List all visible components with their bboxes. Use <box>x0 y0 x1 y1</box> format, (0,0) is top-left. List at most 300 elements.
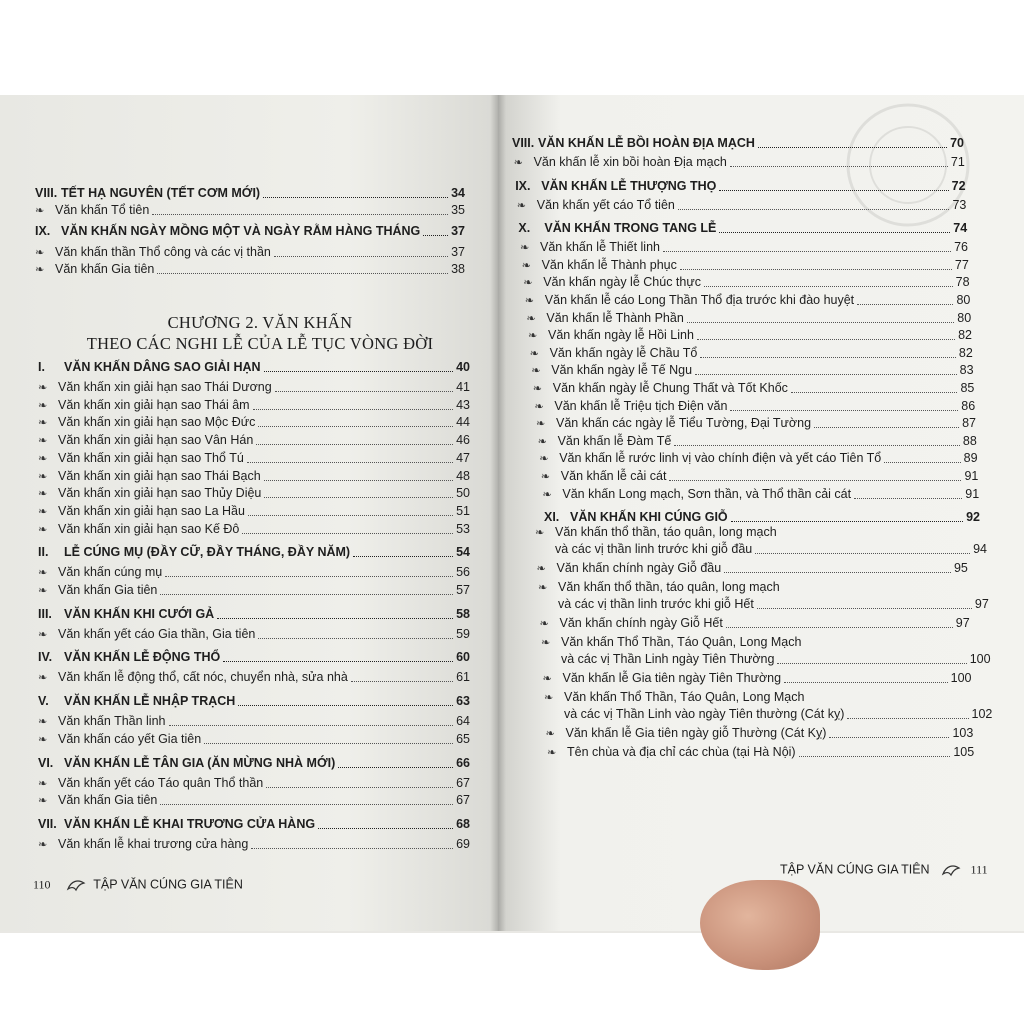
leaf-bullet-icon: ❧ <box>35 204 45 217</box>
dot-leader <box>724 571 951 573</box>
entry-label: Văn khấn ngày lễ Hồi Linh <box>548 328 694 343</box>
entry-text <box>35 186 260 201</box>
entry-text <box>561 652 774 667</box>
toc-entry <box>38 565 470 580</box>
entry-label: TẾT HẠ NGUYÊN (TẾT CƠM MỚI) <box>61 186 261 200</box>
dot-leader <box>829 736 949 738</box>
leaf-bullet-icon: ❧ <box>531 364 541 378</box>
entry-label: Văn khấn lễ rước linh vị vào chính điện và yết cáo Tiên Tổ <box>559 451 882 466</box>
entry-text <box>564 707 844 722</box>
toc-section <box>515 179 965 194</box>
entry-label: Văn khấn cáo yết Gia tiên <box>58 731 202 746</box>
page-ref: 80 <box>957 310 972 325</box>
toc-entry <box>520 240 968 255</box>
dot-leader <box>253 408 454 410</box>
page-ref: 44 <box>456 415 470 430</box>
entry-label: Văn khấn lễ Triệu tịch Điện văn <box>554 398 728 413</box>
entry-text <box>542 487 851 502</box>
entry-label: Văn khấn thổ thần, táo quân, long mạch <box>558 580 780 595</box>
entry-text <box>525 293 854 308</box>
dot-leader <box>777 662 966 664</box>
dot-leader <box>857 303 953 305</box>
entry-label: Văn khấn lễ Thiết linh <box>540 240 660 255</box>
dot-leader <box>275 390 453 392</box>
entry-text <box>540 616 723 631</box>
leaf-bullet-icon: ❧ <box>541 636 551 650</box>
page-ref: 85 <box>960 381 975 395</box>
dot-leader <box>251 847 453 849</box>
toc-entry <box>534 399 975 414</box>
toc-entry <box>514 155 965 170</box>
entry-text <box>38 607 214 622</box>
dragon-emblem-icon <box>66 877 86 893</box>
dot-leader <box>704 285 953 287</box>
entry-label: Văn khấn xin giải hạn sao Mộc Đức <box>58 415 256 430</box>
toc-entry <box>38 714 470 729</box>
page-number: 110 <box>33 877 51 892</box>
page-ref: 66 <box>456 755 470 770</box>
entry-text <box>38 398 250 413</box>
entry-label: Văn khấn lễ cáo Long Thần Thổ địa trước khi đào huyệt <box>544 293 855 307</box>
toc-section <box>38 607 470 622</box>
page-ref: 43 <box>456 397 470 412</box>
entry-label: Văn khấn xin giải hạn sao Thổ Tú <box>58 450 244 465</box>
leaf-bullet-icon: ❧ <box>38 715 48 729</box>
page-ref: 58 <box>456 606 470 621</box>
leaf-bullet-icon: ❧ <box>38 381 48 394</box>
entry-text <box>38 486 261 501</box>
entry-label: Văn khấn ngày lễ Chung Thất và Tốt Khốc <box>552 381 788 395</box>
toc-entry-first-line <box>535 525 777 539</box>
entry-label: VĂN KHẤN LỄ KHAI TRƯƠNG CỬA HÀNG <box>64 816 316 831</box>
page-ref: 102 <box>971 707 993 722</box>
toc-entry <box>38 732 470 747</box>
leaf-bullet-icon: ❧ <box>545 727 555 741</box>
page-ref: 91 <box>964 469 979 483</box>
page-ref: 94 <box>973 542 987 557</box>
page-ref: 51 <box>456 503 470 518</box>
entry-text <box>531 363 692 378</box>
leaf-bullet-icon: ❧ <box>542 487 552 501</box>
page-ref: 53 <box>456 521 470 536</box>
entry-label: VĂN KHẤN LỄ THƯỢNG THỌ <box>541 178 717 193</box>
toc-entry-first-line <box>541 635 801 649</box>
dot-leader <box>784 681 948 683</box>
entry-text <box>38 545 350 560</box>
entry-label: Văn khấn xin giải hạn sao Thái Bạch <box>58 468 261 483</box>
toc-entry <box>38 469 470 484</box>
toc-entry <box>38 670 470 685</box>
toc-entry <box>38 380 470 395</box>
entry-text <box>38 732 201 747</box>
dot-leader <box>731 520 963 522</box>
dot-leader <box>680 268 952 270</box>
page-ref: 97 <box>955 616 970 631</box>
page-ref: 82 <box>958 328 972 343</box>
dot-leader <box>884 461 960 463</box>
entry-text <box>546 726 827 741</box>
dot-leader <box>157 272 448 274</box>
section-numeral: IV. <box>38 650 53 665</box>
page-ref: 69 <box>456 836 470 851</box>
dot-leader <box>730 409 958 411</box>
toc-entry <box>547 745 974 760</box>
entry-text <box>38 650 220 665</box>
dot-leader <box>847 717 968 719</box>
entry-label: Văn khấn lễ xin bồi hoàn Địa mạch <box>533 155 727 169</box>
entry-label: Văn khấn yết cáo Tổ tiên <box>536 197 675 212</box>
leaf-bullet-icon: ❧ <box>38 584 48 597</box>
book-title: TẬP VĂN CÚNG GIA TIÊN <box>93 877 243 892</box>
page-ref: 87 <box>962 416 976 431</box>
page-ref: 86 <box>961 398 976 413</box>
page-ref: 37 <box>451 224 465 238</box>
toc-entry <box>536 416 976 431</box>
entry-label: Văn khấn xin giải hạn sao La Hầu <box>58 503 245 518</box>
entry-text <box>38 583 157 598</box>
toc-section <box>512 136 964 151</box>
page-ref: 88 <box>962 433 977 448</box>
leaf-bullet-icon: ❧ <box>528 329 538 343</box>
toc-entry <box>38 451 470 466</box>
toc-entry <box>35 245 465 260</box>
entry-label: Văn khấn lễ khai trương cửa hàng <box>58 836 249 851</box>
entry-label: Văn khấn xin giải hạn sao Thái Dương <box>58 380 272 394</box>
page-ref: 91 <box>965 486 980 501</box>
section-numeral: VIII. <box>512 136 535 150</box>
page-ref: 70 <box>950 136 964 150</box>
dot-leader <box>256 443 453 445</box>
page-ref: 38 <box>451 262 465 276</box>
toc-section <box>35 224 465 239</box>
entry-text <box>558 597 754 612</box>
leaf-bullet-icon: ❧ <box>38 837 48 851</box>
entry-text <box>35 224 420 239</box>
entry-label: Văn khấn xin giải hạn sao Thủy Diệu <box>58 486 262 501</box>
page-ref: 97 <box>974 597 989 612</box>
leaf-bullet-icon: ❧ <box>526 311 536 325</box>
dot-leader <box>223 660 453 662</box>
dot-leader <box>758 146 947 148</box>
entry-text <box>534 399 727 414</box>
leaf-bullet-icon: ❧ <box>542 672 552 686</box>
toc-entry <box>526 311 971 326</box>
leaf-bullet-icon: ❧ <box>523 276 533 290</box>
thumb-holding-page <box>700 880 820 970</box>
entry-label: Văn khấn lễ cải cát <box>560 469 667 483</box>
entry-label: VĂN KHẤN TRONG TANG LỄ <box>544 221 717 236</box>
leaf-bullet-icon: ❧ <box>38 451 48 465</box>
dot-leader <box>338 766 453 768</box>
dot-leader <box>264 370 454 372</box>
leaf-bullet-icon: ❧ <box>38 627 48 641</box>
toc-section <box>38 650 470 665</box>
dot-leader <box>266 786 453 788</box>
leaf-bullet-icon: ❧ <box>547 746 557 760</box>
entry-label: và các vị Thần Linh vào ngày Tiên thường (Cát kỵ) <box>564 707 845 722</box>
section-numeral: IX. <box>35 224 51 238</box>
leaf-bullet-icon: ❧ <box>38 671 48 685</box>
entry-text <box>537 561 722 576</box>
entry-label: Văn khấn ngày lễ Chầu Tổ <box>549 345 698 360</box>
chapter-title-line2: THEO CÁC NGHI LỄ CỦA LỄ TỤC VÒNG ĐỜI <box>86 334 434 353</box>
entry-label: Văn khấn lễ động thổ, cất nóc, chuyển nhà, sửa nhà <box>58 670 348 685</box>
entry-label: Văn khấn lễ Gia tiên ngày giỗ Thường (Cát Kỵ) <box>565 726 827 741</box>
dot-leader <box>799 755 951 757</box>
dot-leader <box>242 532 453 534</box>
dot-leader <box>814 426 959 428</box>
left-footer <box>33 877 243 893</box>
entry-label: Văn khấn lễ Thành Phần <box>546 310 684 325</box>
leaf-bullet-icon: ❧ <box>38 416 48 430</box>
entry-label: Văn khấn ngày lễ Tế Ngu <box>551 363 693 378</box>
toc-section <box>38 694 470 709</box>
entry-label: VĂN KHẤN DÂNG SAO GIẢI HẠN <box>64 360 261 374</box>
dot-leader <box>674 444 960 446</box>
leaf-bullet-icon: ❧ <box>538 581 548 595</box>
toc-section <box>38 545 470 560</box>
dot-leader <box>318 827 453 829</box>
right-footer <box>780 862 988 878</box>
entry-text <box>38 522 239 537</box>
entry-text <box>555 542 752 557</box>
leaf-bullet-icon: ❧ <box>38 776 48 790</box>
entry-label: Văn khấn yết cáo Gia thần, Gia tiên <box>58 626 256 641</box>
entry-text <box>38 756 335 771</box>
toc-section <box>38 817 470 832</box>
toc-entry <box>523 275 969 290</box>
entry-text <box>38 565 162 580</box>
toc-entry <box>546 726 974 741</box>
section-numeral: III. <box>38 606 52 621</box>
page-ref: 105 <box>953 745 975 760</box>
dot-leader <box>757 607 972 609</box>
dot-leader <box>663 250 951 252</box>
page-ref: 89 <box>963 451 978 466</box>
leaf-bullet-icon: ❧ <box>38 566 48 580</box>
dot-leader <box>160 803 453 805</box>
toc-entry <box>38 415 470 430</box>
entry-label: LỄ CÚNG MỤ (ĐẦY CỮ, ĐẦY THÁNG, ĐẦY NĂM) <box>64 545 351 560</box>
leaf-bullet-icon: ❧ <box>524 294 535 307</box>
entry-text <box>520 240 660 255</box>
toc-entry <box>38 627 470 642</box>
dot-leader <box>274 255 448 257</box>
toc-entry <box>528 328 972 343</box>
dot-leader <box>152 213 448 215</box>
page-ref: 100 <box>950 671 972 686</box>
dot-leader <box>238 704 453 706</box>
dot-leader <box>247 461 453 463</box>
leaf-bullet-icon: ❧ <box>38 732 48 746</box>
entry-text <box>514 155 727 170</box>
page-ref: 34 <box>451 186 465 200</box>
entry-text <box>38 433 253 448</box>
entry-label: Văn khấn Thần linh <box>58 714 166 729</box>
leaf-bullet-icon: ❧ <box>536 417 546 431</box>
page-ref: 63 <box>456 694 470 709</box>
entry-text <box>38 415 255 430</box>
dot-leader <box>669 479 961 481</box>
dot-leader <box>726 626 953 628</box>
section-numeral: II. <box>38 545 49 560</box>
toc-entry <box>538 434 977 449</box>
entry-label: VĂN KHẤN LỄ NHẬP TRẠCH <box>64 694 236 709</box>
toc-entry <box>35 262 465 277</box>
page-ref: 76 <box>954 240 968 255</box>
entry-text <box>544 510 728 525</box>
entry-text <box>536 416 811 431</box>
page-ref: 37 <box>451 245 465 259</box>
entry-text <box>38 793 157 808</box>
toc-entry <box>38 433 470 448</box>
page-ref: 71 <box>950 155 965 169</box>
section-numeral: VIII. <box>35 186 58 200</box>
entry-label: VĂN KHẤN KHI CƯỚI GẢ <box>64 606 215 621</box>
toc-section <box>544 510 980 525</box>
entry-label: VĂN KHẤN KHI CÚNG GIỖ <box>570 510 728 525</box>
dot-leader <box>264 479 453 481</box>
section-numeral: IX. <box>515 178 531 193</box>
entry-label: Tên chùa và địa chỉ các chùa (tại Hà Nội) <box>567 745 796 760</box>
page-ref: 78 <box>955 275 970 290</box>
entry-label: Văn khấn xin giải hạn sao Thái âm <box>58 397 250 412</box>
entry-label: Văn khấn lễ Gia tiên ngày Tiên Thường <box>562 671 782 686</box>
leaf-bullet-icon: ❧ <box>544 691 554 705</box>
entry-text <box>528 328 694 343</box>
leaf-bullet-icon: ❧ <box>38 398 48 412</box>
dot-leader <box>700 356 955 358</box>
entry-label: Văn khấn thổ thần, táo quân, long mạch <box>555 525 777 540</box>
toc-entry <box>564 707 992 722</box>
entry-text <box>541 469 667 484</box>
entry-text <box>533 381 788 396</box>
page-ref: 47 <box>456 450 470 465</box>
entry-text <box>547 745 796 760</box>
entry-label: Văn khấn Thổ Thần, Táo Quân, Long Mạch <box>564 690 805 705</box>
page-ref: 59 <box>456 626 470 641</box>
dot-leader <box>719 231 950 233</box>
entry-text <box>35 245 271 260</box>
entry-text <box>523 275 701 290</box>
page-ref: 40 <box>456 360 470 374</box>
entry-label: và các vị thần linh trước khi giỗ đầu <box>555 542 753 557</box>
dot-leader <box>169 724 454 726</box>
entry-text <box>38 837 248 852</box>
entry-text <box>38 694 235 709</box>
book-spine <box>490 95 506 931</box>
dot-leader <box>248 514 453 516</box>
entry-text <box>543 671 782 686</box>
entry-label: Văn khấn lễ Thành phục <box>541 257 677 272</box>
page-ref: 41 <box>456 380 470 394</box>
page-ref: 48 <box>456 468 470 483</box>
dot-leader <box>351 680 453 682</box>
toc-entry <box>517 198 967 213</box>
leaf-bullet-icon: ❧ <box>534 399 544 413</box>
toc-entry <box>533 381 975 396</box>
page-ref: 68 <box>456 816 470 831</box>
dot-leader <box>165 575 453 577</box>
entry-label: VĂN KHẤN LỄ ĐỘNG THỔ <box>64 650 221 665</box>
leaf-bullet-icon: ❧ <box>536 562 546 576</box>
page-ref: 54 <box>456 545 470 560</box>
toc-entry <box>38 398 470 413</box>
toc-entry <box>542 487 979 502</box>
entry-text <box>515 179 716 194</box>
leaf-bullet-icon: ❧ <box>38 487 48 501</box>
entry-label: Văn khấn chính ngày Giỗ đầu <box>556 561 722 576</box>
leaf-bullet-icon: ❧ <box>38 504 48 518</box>
entry-label: Văn khấn chính ngày Giỗ Hết <box>559 616 723 631</box>
page-ref: 103 <box>952 726 974 741</box>
entry-label: Văn khấn yết cáo Táo quân Thổ thần <box>58 775 264 790</box>
entry-text <box>38 469 261 484</box>
leaf-bullet-icon: ❧ <box>516 198 527 212</box>
toc-entry <box>540 616 970 631</box>
entry-label: và các vị Thần Linh ngày Tiên Thường <box>561 652 775 667</box>
entry-label: Văn khấn Gia tiên <box>55 262 155 276</box>
leaf-bullet-icon: ❧ <box>521 258 531 272</box>
entry-text <box>38 776 263 791</box>
toc-entry <box>539 451 977 466</box>
dot-leader <box>217 617 453 619</box>
leaf-bullet-icon: ❧ <box>38 794 48 808</box>
page-ref: 60 <box>456 650 470 665</box>
page-ref: 35 <box>451 203 465 217</box>
entry-text <box>38 714 166 729</box>
entry-label: Văn khấn cúng mụ <box>58 565 163 580</box>
toc-section <box>38 360 470 375</box>
entry-text <box>38 817 315 832</box>
page-number: 111 <box>970 862 988 877</box>
dot-leader <box>755 552 970 554</box>
entry-text <box>38 670 348 685</box>
page-ref: 77 <box>954 257 969 272</box>
toc-entry <box>35 203 465 218</box>
page-ref: 57 <box>456 583 470 597</box>
dot-leader <box>264 496 453 498</box>
page-ref: 95 <box>953 561 968 576</box>
leaf-bullet-icon: ❧ <box>38 434 48 448</box>
section-numeral: XI. <box>544 510 560 525</box>
toc-section <box>38 756 470 771</box>
section-numeral: VII. <box>38 816 57 831</box>
toc-entry <box>38 793 470 808</box>
entry-label: Văn khấn Gia tiên <box>58 583 158 597</box>
leaf-bullet-icon: ❧ <box>38 469 48 483</box>
leaf-bullet-icon: ❧ <box>529 346 539 360</box>
page-ref: 72 <box>951 178 966 193</box>
dot-leader <box>695 373 957 375</box>
toc-entry <box>38 486 470 501</box>
entry-text <box>530 346 698 361</box>
dot-leader <box>263 196 448 198</box>
leaf-bullet-icon: ❧ <box>539 617 549 631</box>
section-numeral: VI. <box>38 755 54 770</box>
page-ref: 92 <box>966 510 980 525</box>
toc-entry <box>38 837 470 852</box>
page-ref: 56 <box>456 565 470 580</box>
toc-entry <box>555 542 987 557</box>
section-numeral: I. <box>38 360 45 374</box>
leaf-bullet-icon: ❧ <box>532 382 543 395</box>
entry-label: VĂN KHẤN NGÀY MỒNG MỘT VÀ NGÀY RẰM HÀNG THÁNG <box>61 224 421 238</box>
entry-text <box>538 434 672 449</box>
toc-entry <box>537 561 968 576</box>
dot-leader <box>697 338 955 340</box>
page-ref: 82 <box>958 345 973 360</box>
